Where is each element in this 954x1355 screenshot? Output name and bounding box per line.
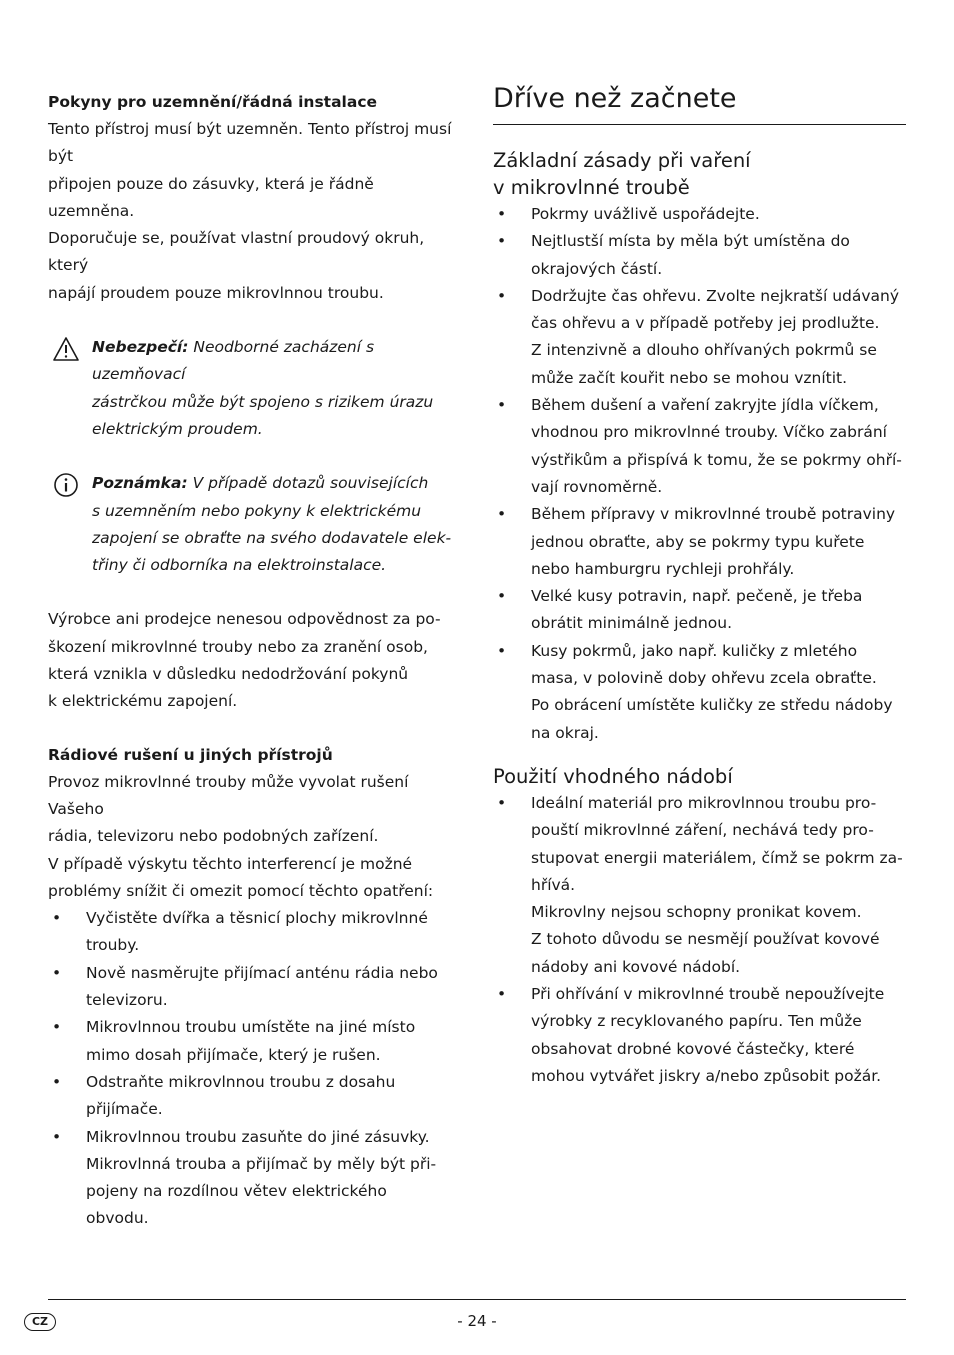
info-circle-icon [52, 472, 80, 498]
list-item: • Velké kusy potravin, např. pečeně, je třeba obrátit minimálně jednou. [497, 587, 863, 633]
radio-heading: Rádiové rušení u jiných přístrojů [48, 745, 333, 764]
page-number: - 24 - [457, 1312, 497, 1330]
list-item: • Nově nasměrujte přijímací anténu rádia nebo televizoru. [52, 963, 438, 1010]
danger-notice: Nebezpečí: Neodborné zacházení s uzemňovací zástrčkou může být spojeno s rizikem úrazu elektrickým proudem. [48, 334, 458, 443]
principles-heading: Základní zásady při vaření v mikrovlnné troubě [493, 149, 751, 199]
list-item: • Během dušení a vaření zakryjte jídla víčkem, vhodnou pro mikrovlnné trouby. Víčko zabrání výstřikům a přispívá k tomu, že se pokrmy ohří- vají rovnoměrně. [497, 396, 902, 496]
list-item: • Nejtlustší místa by měla být umístěna do okrajových částí. [497, 232, 850, 278]
radio-section [48, 743, 458, 1233]
list-item: • Mikrovlnnou troubu umístěte na jiné místo mimo dosah přijímače, který je rušen. [52, 1018, 416, 1064]
radio-bullets [48, 905, 458, 1233]
grounding-text: Tento přístroj musí být uzemněn. Tento přístroj musí být připojen pouze do zásuvky, která je řádně uzemněna. Doporučuje se, používat vlastní proudový okruh, který napájí proudem pouze mikrovlnnou troubu. [48, 120, 452, 302]
country-badge: CZ [24, 1313, 56, 1331]
page-title: Dříve než začnete [493, 80, 906, 125]
cookware-bullets [493, 790, 906, 1090]
radio-text: Provoz mikrovlnné trouby může vyvolat rušení Vašeho rádia, televizoru nebo podobných zařízení. V případě výskytu těchto interferencí je možné problémy snížit či omezit pomocí těchto opatření: [48, 772, 434, 900]
list-item: • Pokrmy uvážlivě uspořádejte. [497, 205, 760, 223]
list-item: • Odstraňte mikrovlnnou troubu z dosahu přijímače. [52, 1072, 396, 1119]
footer-divider [48, 1299, 906, 1300]
note-label: Poznámka: [92, 474, 188, 493]
list-item: • Vyčistěte dvířka a těsnicí plochy mikrovlnné trouby. [52, 909, 428, 955]
left-column [48, 90, 458, 1233]
right-column [493, 80, 906, 1090]
principles-bullets [493, 201, 906, 747]
warning-triangle-icon [52, 336, 80, 362]
grounding-section [48, 90, 458, 307]
list-item: • Dodržujte čas ohřevu. Zvolte nejkratší udávaný čas ohřevu a v případě potřeby jej prodlužte. Z intenzivně a dlouho ohřívaných pokrmů se může začít kouřit nebo se mohou vznítit. [497, 286, 900, 387]
principles-section [493, 147, 906, 747]
list-item: • Ideální materiál pro mikrovlnnou troubu pro- pouští mikrovlnné záření, nechává tedy pro- stupovat energii materiálem, čímž se pokrm za- hřívá. Mikrovlny nejsou schopny pronikat kovem. Z tohoto důvodu se nesmějí používat kovové nádoby ani kovové nádobí. [497, 793, 903, 976]
danger-label: Nebezpečí: [92, 338, 189, 357]
list-item: • Během přípravy v mikrovlnné troubě potraviny jednou obraťte, aby se pokrmy typu kuřete nebo hamburgru rychleji prohřály. [497, 505, 896, 578]
liability-text: Výrobce ani prodejce nenesou odpovědnost za po- škození mikrovlnné trouby nebo za zranění osob, která vznikla v důsledku nedodržování pokynů k elektrickému zapojení. [48, 610, 441, 711]
note-notice: Poznámka: V případě dotazů souvisejících s uzemněním nebo pokyny k elektrickému zapojení se obraťte na svého dodavatele elek- třiny či odborníka na elektroinstalace. [48, 470, 458, 579]
cookware-section [493, 763, 906, 1090]
grounding-heading: Pokyny pro uzemnění/řádná instalace [48, 93, 378, 111]
list-item: • Kusy pokrmů, jako např. kuličky z mletého masa, v polovině doby ohřevu zcela obraťte. Po obrácení umístěte kuličky ze středu nádoby na okraj. [497, 641, 893, 742]
cookware-heading: Použití vhodného nádobí [493, 764, 733, 788]
list-item: • Při ohřívání v mikrovlnné troubě nepoužívejte výrobky z recyklovaného papíru. Ten může obsahovat drobné kovové částečky, které mohou vytvářet jiskry a/nebo způsobit požár. [497, 985, 885, 1085]
list-item: • Mikrovlnnou troubu zasuňte do jiné zásuvky. Mikrovlnná trouba a přijímač by měly být při- pojeny na rozdílnou větev elektrického obvodu. [52, 1127, 437, 1228]
